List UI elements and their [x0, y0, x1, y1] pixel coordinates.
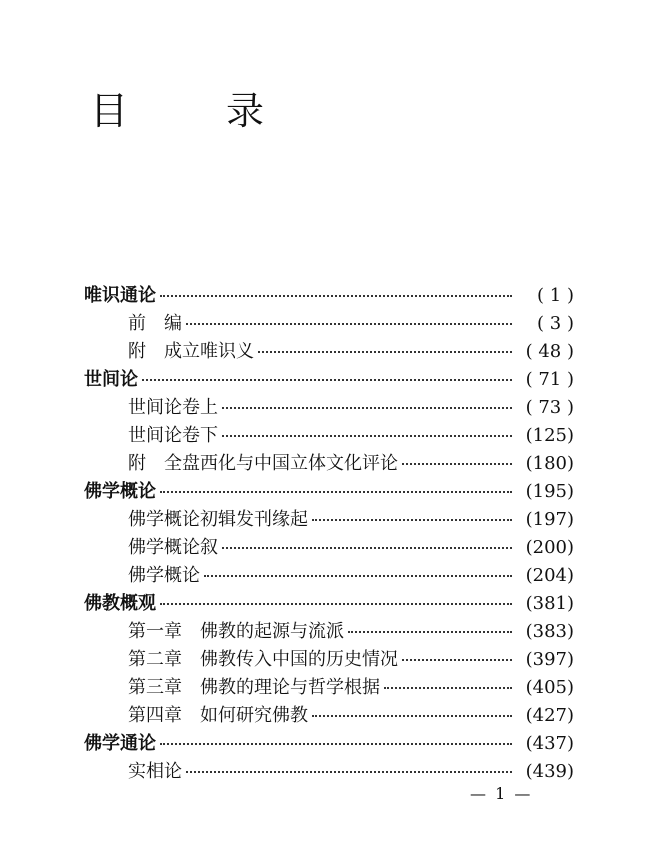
toc-entry-label: 唯识通论: [84, 285, 156, 306]
title-char-1: 目: [90, 89, 131, 133]
dot-leader: [142, 379, 512, 381]
dot-leader: [402, 463, 512, 465]
toc-page-number: (125): [525, 425, 574, 446]
dot-leader: [160, 491, 512, 493]
toc-subentry: [84, 646, 574, 674]
toc-entry-label: 佛学概论叙: [128, 537, 218, 558]
dot-leader: [186, 323, 512, 325]
toc-entry-label: 世间论卷下: [128, 425, 218, 446]
dot-leader: [384, 687, 512, 689]
toc-page-number: (197): [525, 509, 574, 530]
title-char-2: 录: [226, 89, 267, 133]
toc-subentry: [84, 310, 574, 338]
toc-page-number: (405): [525, 677, 574, 698]
toc-entry-label: 附 成立唯识义: [128, 341, 254, 362]
toc-section-entry: [84, 282, 574, 310]
toc-page-number: ( 73 ): [525, 397, 574, 418]
toc-section-entry: [84, 590, 574, 618]
dot-leader: [222, 435, 512, 437]
table-of-contents: [84, 282, 574, 786]
toc-entry-label: 第四章 如何研究佛教: [128, 705, 308, 726]
dot-leader: [186, 771, 512, 773]
toc-entry-label: 佛学概论初辑发刊缘起: [128, 509, 308, 530]
dot-leader: [222, 407, 512, 409]
toc-page-number: (195): [525, 481, 574, 502]
toc-page-number: (437): [525, 733, 574, 754]
toc-entry-label: 前 编: [128, 313, 182, 334]
toc-subentry: [84, 758, 574, 786]
toc-subentry: [84, 422, 574, 450]
toc-section-entry: [84, 366, 574, 394]
toc-page-number: ( 3 ): [537, 313, 574, 334]
toc-subentry: [84, 394, 574, 422]
dot-leader: [160, 603, 512, 605]
toc-page-number: (383): [525, 621, 574, 642]
page-title: [90, 80, 266, 135]
dot-leader: [402, 659, 512, 661]
toc-page-number: (381): [525, 593, 574, 614]
toc-subentry: [84, 562, 574, 590]
toc-entry-label: 佛学概论: [84, 481, 156, 502]
toc-page-number: (204): [525, 565, 574, 586]
toc-subentry: [84, 618, 574, 646]
toc-page-number: (180): [525, 453, 574, 474]
dot-leader: [348, 631, 512, 633]
dot-leader: [258, 351, 512, 353]
toc-entry-label: 第三章 佛教的理论与哲学根据: [128, 677, 380, 698]
dot-leader: [160, 295, 512, 297]
toc-subentry: [84, 702, 574, 730]
toc-section-entry: [84, 730, 574, 758]
dot-leader: [312, 715, 512, 717]
toc-entry-label: 佛教概观: [84, 593, 156, 614]
toc-entry-label: 世间论卷上: [128, 397, 218, 418]
toc-entry-label: 世间论: [84, 369, 138, 390]
toc-entry-label: 第二章 佛教传入中国的历史情况: [128, 649, 398, 670]
toc-page-number: (200): [525, 537, 574, 558]
page-number: — 1 —: [470, 784, 533, 803]
toc-entry-label: 佛学通论: [84, 733, 156, 754]
dot-leader: [160, 743, 512, 745]
toc-subentry: [84, 674, 574, 702]
toc-page-number: (397): [525, 649, 574, 670]
toc-page-number: (427): [525, 705, 574, 726]
toc-subentry: [84, 506, 574, 534]
dot-leader: [312, 519, 512, 521]
toc-subentry: [84, 450, 574, 478]
toc-section-entry: [84, 478, 574, 506]
toc-page-number: ( 48 ): [525, 341, 574, 362]
toc-entry-label: 第一章 佛教的起源与流派: [128, 621, 344, 642]
toc-entry-label: 实相论: [128, 761, 182, 782]
toc-subentry: [84, 534, 574, 562]
toc-page-number: ( 71 ): [525, 369, 574, 390]
toc-page-number: (439): [525, 761, 574, 782]
toc-page-number: ( 1 ): [537, 285, 574, 306]
dot-leader: [204, 575, 512, 577]
toc-entry-label: 佛学概论: [128, 565, 200, 586]
dot-leader: [222, 547, 512, 549]
toc-subentry: [84, 338, 574, 366]
toc-entry-label: 附 全盘西化与中国立体文化评论: [128, 453, 398, 474]
